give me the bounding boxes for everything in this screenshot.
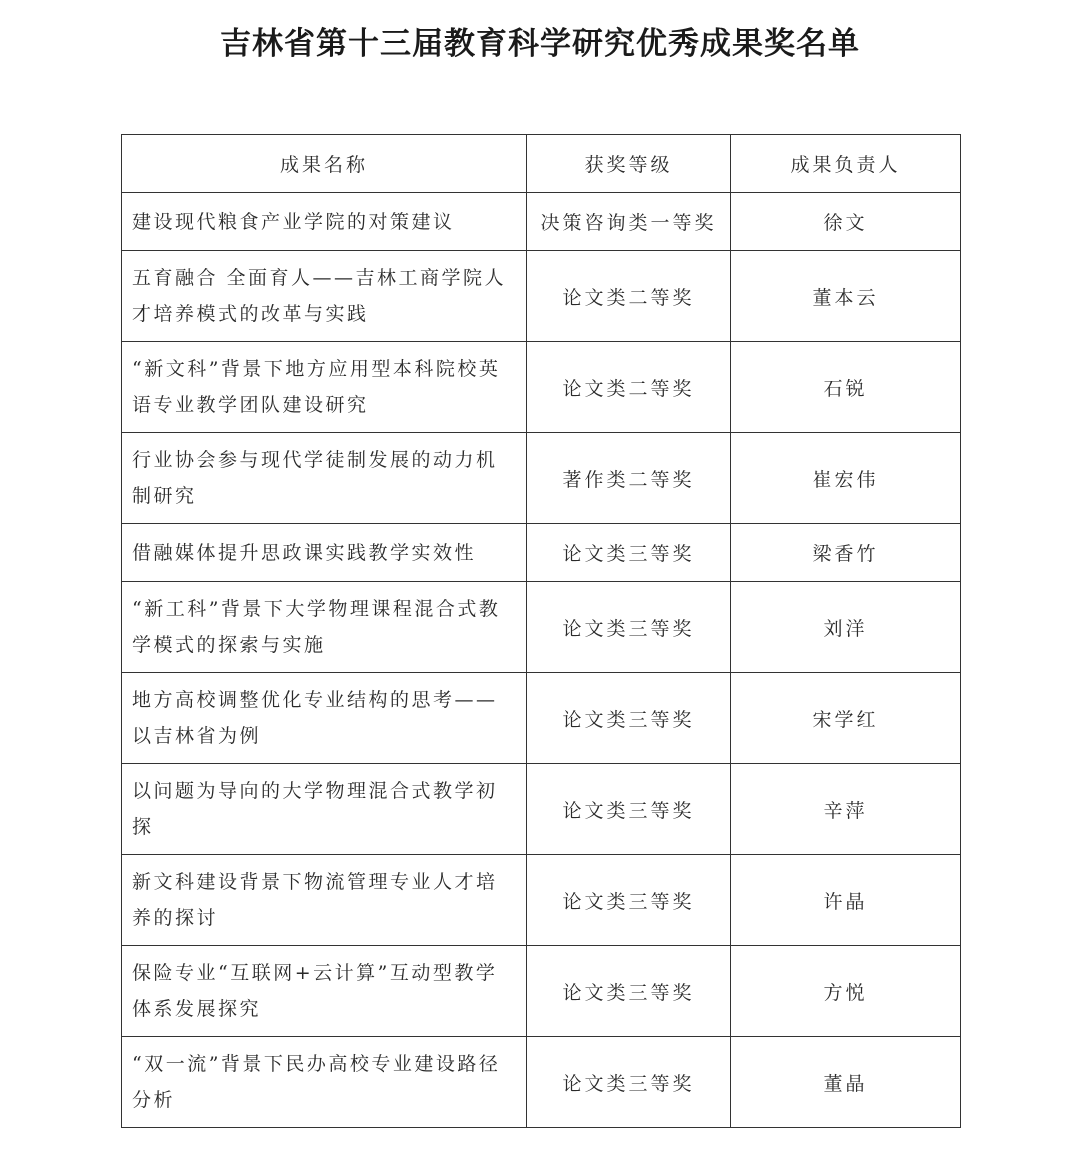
person-in-charge: 许晶 [731,855,961,946]
achievement-name: “双一流”背景下民办高校专业建设路径分析 [122,1037,527,1128]
award-level: 论文类三等奖 [527,673,731,764]
award-level: 论文类三等奖 [527,524,731,582]
achievement-name: 保险专业“互联网+云计算”互动型教学体系发展探究 [122,946,527,1037]
header-achievement-name: 成果名称 [122,135,527,193]
header-award-level: 获奖等级 [527,135,731,193]
person-in-charge: 梁香竹 [731,524,961,582]
table-row [122,251,961,342]
achievement-name: 新文科建设背景下物流管理专业人才培养的探讨 [122,855,527,946]
achievement-name: “新工科”背景下大学物理课程混合式教学模式的探索与实施 [122,582,527,673]
table-row [122,524,961,582]
table-row [122,582,961,673]
award-level: 论文类三等奖 [527,1037,731,1128]
award-level: 论文类三等奖 [527,946,731,1037]
person-in-charge: 石锐 [731,342,961,433]
table-row [122,342,961,433]
award-level: 论文类三等奖 [527,764,731,855]
person-in-charge: 宋学红 [731,673,961,764]
award-level: 决策咨询类一等奖 [527,193,731,251]
table-row [122,946,961,1037]
person-in-charge: 崔宏伟 [731,433,961,524]
person-in-charge: 辛萍 [731,764,961,855]
person-in-charge: 刘洋 [731,582,961,673]
achievement-name: 以问题为导向的大学物理混合式教学初探 [122,764,527,855]
table-row [122,764,961,855]
award-level: 论文类三等奖 [527,582,731,673]
page-title: 吉林省第十三届教育科学研究优秀成果奖名单 [220,26,860,62]
achievement-name: “新文科”背景下地方应用型本科院校英语专业教学团队建设研究 [122,342,527,433]
table-row [122,433,961,524]
person-in-charge: 徐文 [731,193,961,251]
table-row [122,673,961,764]
table-header-row [122,135,961,193]
person-in-charge: 董晶 [731,1037,961,1128]
achievement-name: 地方高校调整优化专业结构的思考——以吉林省为例 [122,673,527,764]
award-level: 著作类二等奖 [527,433,731,524]
person-in-charge: 董本云 [731,251,961,342]
header-person-in-charge: 成果负责人 [731,135,961,193]
achievement-name: 建设现代粮食产业学院的对策建议 [122,193,527,251]
awards-table [121,134,961,1128]
table-row [122,855,961,946]
award-level: 论文类二等奖 [527,251,731,342]
table-row [122,193,961,251]
award-level: 论文类三等奖 [527,855,731,946]
achievement-name: 五育融合 全面育人——吉林工商学院人才培养模式的改革与实践 [122,251,527,342]
achievement-name: 行业协会参与现代学徒制发展的动力机制研究 [122,433,527,524]
achievement-name: 借融媒体提升思政课实践教学实效性 [122,524,527,582]
person-in-charge: 方悦 [731,946,961,1037]
table-row [122,1037,961,1128]
award-level: 论文类二等奖 [527,342,731,433]
